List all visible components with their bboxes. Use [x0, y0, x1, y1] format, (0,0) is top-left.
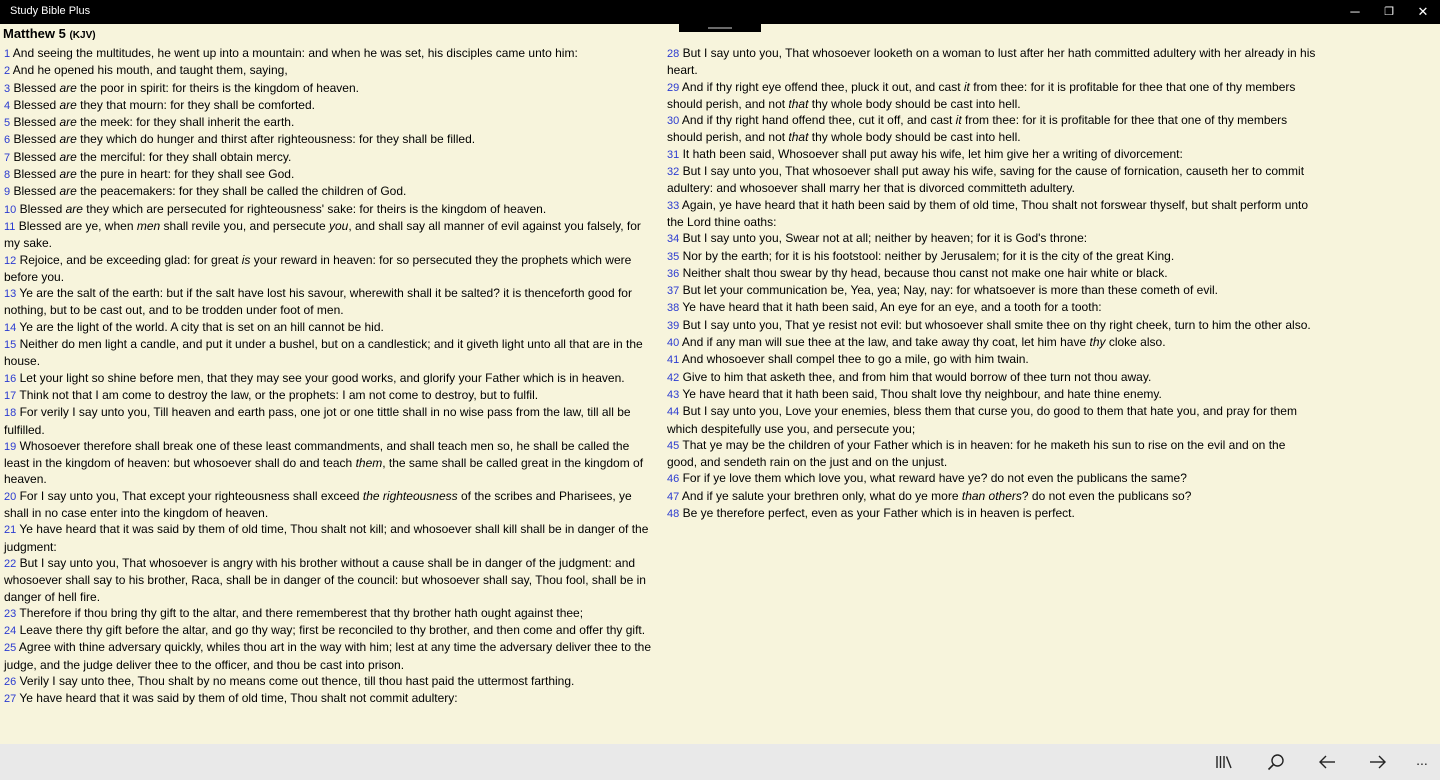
verse-number[interactable]: 27 [4, 693, 17, 706]
verse-text: Blessed are the poor in spirit: for theirs is the kingdom of heaven. [13, 80, 359, 95]
verse-text: For I say unto you, That except your righteousness shall exceed the righteousness of the scribes and Pharisees, ye shall in no case enter into the kingdom of heaven. [4, 488, 632, 521]
verse-number[interactable]: 10 [4, 203, 17, 216]
passage-heading [3, 26, 96, 41]
verse[interactable] [4, 131, 654, 148]
verse[interactable] [4, 218, 654, 252]
verse-number[interactable]: 1 [4, 48, 11, 60]
verse-column-right [667, 45, 1317, 522]
verse-text: That ye may be the children of your Father which is in heaven: for he maketh his sun to rise on the evil and on the good, and sendeth rain on the just and on the unjust. [667, 437, 1286, 470]
verse-number[interactable]: 37 [667, 285, 680, 298]
verse-number[interactable]: 32 [667, 166, 680, 179]
bible-version: (KJV) [69, 30, 96, 41]
verse-number[interactable]: 47 [667, 490, 680, 503]
verse[interactable] [4, 285, 654, 319]
verse[interactable] [4, 690, 654, 707]
verse-text: Rejoice, and be exceeding glad: for great is your reward in heaven: for so persecuted they the prophets which were before you. [4, 252, 632, 284]
verse-number[interactable]: 24 [4, 625, 17, 638]
verse-text: Blessed are the peacemakers: for they shall be called the children of God. [13, 184, 407, 199]
search-icon [1267, 753, 1285, 771]
verse-number[interactable]: 46 [667, 473, 680, 486]
panel-drag-handle[interactable] [679, 24, 761, 32]
verse[interactable] [4, 45, 654, 62]
verse-number[interactable]: 7 [4, 151, 11, 164]
verse[interactable] [667, 334, 1317, 351]
verse-text: Therefore if thou bring thy gift to the altar, and there rememberest that thy brother hath ought against thee; [19, 605, 584, 620]
verse[interactable] [4, 438, 654, 488]
verse-text: And whosoever shall compel thee to go a mile, go with him twain. [681, 352, 1029, 367]
verse-text: And seeing the multitudes, he went up into a mountain: and when he was set, his disciples came unto him: [12, 46, 578, 60]
verse[interactable] [667, 45, 1317, 79]
verse[interactable] [667, 437, 1317, 471]
verse-text: Blessed are ye, when men shall revile you, and persecute you, and shall say all manner of evil against you falsely, for my sake. [4, 218, 641, 251]
restore-button[interactable]: ❐ [1384, 6, 1394, 18]
verse[interactable] [667, 163, 1317, 197]
verse[interactable] [667, 488, 1317, 505]
verse-number[interactable]: 22 [4, 557, 17, 570]
verse-number[interactable]: 19 [4, 440, 17, 453]
verse[interactable] [4, 605, 654, 622]
verse-text: Think not that I am come to destroy the law, or the prophets: I am not come to destroy, but to fulfil. [19, 387, 539, 402]
verse[interactable] [4, 622, 654, 639]
verse[interactable] [667, 299, 1317, 316]
verse-number[interactable]: 44 [667, 406, 680, 419]
verse-column-left [4, 45, 654, 708]
verse-text: Whosoever therefore shall break one of these least commandments, and shall teach men so, he shall be called the least in the kingdom of heaven: but whosoever shall do and teach them, the same shall be called great in the kingdom of heaven. [4, 438, 644, 487]
verse-number[interactable]: 12 [4, 254, 17, 267]
verse-text: But I say unto you, Love your enemies, bless them that curse you, do good to them that hate you, and pray for them which despitefully use you, and persecute you; [667, 404, 1297, 436]
verse-number[interactable]: 18 [4, 407, 17, 420]
search-button[interactable] [1256, 744, 1296, 780]
minimize-button[interactable]: ─ [1350, 4, 1360, 19]
verse-number[interactable]: 15 [4, 339, 17, 352]
verse-number[interactable]: 14 [4, 321, 17, 334]
passage-title: Matthew 5 [3, 26, 66, 41]
verse[interactable] [667, 282, 1317, 299]
verse[interactable] [667, 79, 1317, 113]
verse-text: Blessed are the pure in heart: for they shall see God. [13, 167, 295, 182]
verse-text: Ye are the salt of the earth: but if the salt have lost his savour, wherewith shall it be salted? it is thenceforth good for nothing, but to be cast out, and to be trodden under foot of men. [4, 286, 632, 318]
verse-text: Ye have heard that it was said by them of old time, Thou shalt not commit adultery: [19, 691, 458, 706]
verse[interactable] [667, 470, 1317, 487]
forward-arrow-icon [1369, 755, 1387, 769]
back-button[interactable] [1307, 744, 1347, 780]
verse-text: Ye have heard that it hath been said, Thou shalt love thy neighbour, and hate thine enemy. [682, 386, 1162, 401]
library-button[interactable] [1204, 744, 1244, 780]
verse-number[interactable]: 5 [4, 117, 11, 130]
verse-text: Nor by the earth; for it is his footstool: neither by Jerusalem; for it is the city of the great King. [682, 248, 1175, 263]
verse[interactable] [4, 555, 654, 605]
title-bar [0, 0, 1440, 24]
verse[interactable] [667, 146, 1317, 163]
verse-text: But I say unto you, That whosoever shall put away his wife, saving for the cause of fornication, causeth her to commit adultery: and whosoever shall marry her that is divorced committeth adultery. [667, 164, 1305, 196]
verse-text: And if any man will sue thee at the law, and take away thy coat, let him have thy cloke also. [681, 335, 1166, 350]
verse[interactable] [4, 673, 654, 690]
app-title: Study Bible Plus [10, 5, 91, 17]
verse-text: Agree with thine adversary quickly, whiles thou art in the way with him; lest at any time the adversary deliver thee to the judge, and the judge deliver thee to the officer, and thou be cast into prison. [4, 640, 652, 672]
verse-number[interactable]: 26 [4, 675, 17, 688]
verse[interactable] [4, 62, 654, 79]
verse-number[interactable]: 36 [667, 267, 680, 280]
verse-number[interactable]: 31 [667, 148, 680, 161]
verse-number[interactable]: 21 [4, 524, 17, 537]
verse-text: Blessed are they that mourn: for they shall be comforted. [13, 97, 315, 112]
verse-text: Neither do men light a candle, and put it under a bushel, but on a candlestick; and it giveth light unto all that are in the house. [4, 337, 643, 369]
verse-number[interactable]: 38 [667, 302, 680, 315]
verse-number[interactable]: 16 [4, 372, 17, 385]
verse-text: Give to him that asketh thee, and from him that would borrow of thee turn not thou away. [682, 369, 1152, 384]
verse[interactable] [4, 97, 654, 114]
verse[interactable] [4, 252, 654, 286]
close-button[interactable]: ✕ [1417, 4, 1429, 19]
verse[interactable] [667, 369, 1317, 386]
verse[interactable] [667, 403, 1317, 437]
verse-number[interactable]: 34 [667, 233, 680, 246]
handle-grip [708, 27, 732, 29]
verse-number[interactable]: 41 [667, 354, 680, 367]
verse[interactable] [4, 201, 654, 218]
verse[interactable] [667, 505, 1317, 522]
more-button[interactable]: ... [1416, 752, 1428, 768]
verse[interactable] [667, 230, 1317, 247]
verse-text: And if thy right hand offend thee, cut it off, and cast it from thee: for it is profitable for thee that one of thy members should perish, and not that thy whole body should be cast into hell. [667, 113, 1288, 145]
bottom-app-bar [0, 744, 1440, 780]
verse-text: For if ye love them which love you, what reward have ye? do not even the publicans the same? [682, 471, 1187, 486]
verse-text: Ye are the light of the world. A city that is set on an hill cannot be hid. [19, 319, 384, 334]
verse-number[interactable]: 29 [667, 81, 680, 94]
verse[interactable] [4, 370, 654, 387]
verse[interactable] [667, 265, 1317, 282]
verse-number[interactable]: 8 [4, 169, 11, 182]
verse-number[interactable]: 9 [4, 186, 11, 199]
verse-text: It hath been said, Whosoever shall put away his wife, let him give her a writing of divorcement: [682, 146, 1183, 161]
verse-text: And he opened his mouth, and taught them, saying, [12, 63, 288, 78]
verse-text: And if ye salute your brethren only, what do ye more than others? do not even the publicans so? [681, 488, 1192, 503]
verse-text: Again, ye have heard that it hath been said by them of old time, Thou shalt not forswear thyself, but shalt perform unto the Lord thine oaths: [667, 197, 1309, 229]
verse[interactable] [4, 183, 654, 200]
verse[interactable] [4, 166, 654, 183]
verse-number[interactable]: 40 [667, 337, 680, 350]
verse-number[interactable]: 45 [667, 439, 680, 452]
verse[interactable] [4, 521, 654, 555]
verse-text: Neither shalt thou swear by thy head, because thou canst not make one hair white or black. [682, 265, 1168, 280]
verse-number[interactable]: 39 [667, 319, 680, 332]
verse-number[interactable]: 20 [4, 490, 17, 503]
verse[interactable] [667, 197, 1317, 231]
verse-number[interactable]: 43 [667, 388, 680, 401]
verse[interactable] [4, 319, 654, 336]
verse-number[interactable]: 30 [667, 115, 680, 128]
verse[interactable] [667, 112, 1317, 146]
verse-text: Be ye therefore perfect, even as your Father which is in heaven is perfect. [682, 506, 1075, 521]
verse-text: Blessed are the meek: for they shall inherit the earth. [13, 115, 295, 130]
verse[interactable] [4, 80, 654, 97]
library-icon [1215, 754, 1233, 770]
verse-number[interactable]: 11 [4, 220, 16, 233]
verse-number[interactable]: 48 [667, 508, 680, 521]
verse[interactable] [4, 639, 654, 673]
verse-number[interactable]: 13 [4, 288, 17, 301]
verse-text: Blessed are they which do hunger and thirst after righteousness: for they shall be filled. [13, 132, 476, 147]
verse-text: Blessed are the merciful: for they shall obtain mercy. [13, 149, 292, 164]
verse-text: Ye have heard that it hath been said, An eye for an eye, and a tooth for a tooth: [682, 300, 1102, 315]
verse-number[interactable]: 42 [667, 371, 680, 384]
verse-text: Leave there thy gift before the altar, and go thy way; first be reconciled to thy brother, and then come and offer thy gift. [19, 623, 646, 638]
verse[interactable] [4, 149, 654, 166]
verse[interactable] [4, 336, 654, 370]
verse-text: But let your communication be, Yea, yea; Nay, nay: for whatsoever is more than these cometh of evil. [682, 283, 1218, 298]
forward-button[interactable] [1358, 744, 1398, 780]
verse[interactable] [4, 488, 654, 522]
verse[interactable] [667, 317, 1317, 334]
verse[interactable] [4, 404, 654, 438]
verse-number[interactable]: 6 [4, 134, 11, 147]
verse-text: But I say unto you, That ye resist not evil: but whosoever shall smite thee on thy right cheek, turn to him the other also. [682, 317, 1311, 332]
verse-text: Blessed are they which are persecuted for righteousness' sake: for theirs is the kingdom of heaven. [19, 201, 547, 216]
verse-text: For verily I say unto you, Till heaven and earth pass, one jot or one tittle shall in no wise pass from the law, till all be fulfilled. [4, 405, 631, 437]
verse-text: But I say unto you, Swear not at all; neither by heaven; for it is God's throne: [682, 231, 1088, 246]
verse[interactable] [4, 387, 654, 404]
verse[interactable] [667, 351, 1317, 368]
verse-text: Let your light so shine before men, that they may see your good works, and glorify your Father which is in heaven. [19, 370, 625, 385]
verse[interactable] [667, 248, 1317, 265]
verse-number[interactable]: 35 [667, 250, 680, 263]
verse-text: Ye have heard that it was said by them of old time, Thou shalt not kill; and whosoever shall kill shall be in danger of the judgment: [4, 522, 649, 554]
verse-number[interactable]: 33 [667, 199, 680, 212]
back-arrow-icon [1318, 755, 1336, 769]
verse-number[interactable]: 2 [4, 65, 11, 78]
verse-number[interactable]: 28 [667, 48, 680, 60]
verse-text: And if thy right eye offend thee, pluck it out, and cast it from thee: for it is profitable for thee that one of thy members should perish, and not that thy whole body should be cast into hell. [667, 79, 1296, 111]
verse-number[interactable]: 4 [4, 99, 11, 112]
verse-number[interactable]: 17 [4, 389, 17, 402]
verse-number[interactable]: 23 [4, 607, 17, 620]
verse-number[interactable]: 25 [4, 642, 17, 655]
verse-text: But I say unto you, That whosoever is angry with his brother without a cause shall be in danger of the judgment: and whosoever shall say to his brother, Raca, shall be in danger of the council: but whosoever shall say, Thou fool, shall be in danger of hell fire. [4, 555, 646, 604]
verse[interactable] [4, 114, 654, 131]
verse-text: Verily I say unto thee, Thou shalt by no means come out thence, till thou hast paid the uttermost farthing. [19, 673, 575, 688]
verse-number[interactable]: 3 [4, 82, 11, 95]
verse-text: But I say unto you, That whosoever looketh on a woman to lust after her hath committed adultery with her already in his heart. [667, 46, 1316, 78]
verse[interactable] [667, 386, 1317, 403]
